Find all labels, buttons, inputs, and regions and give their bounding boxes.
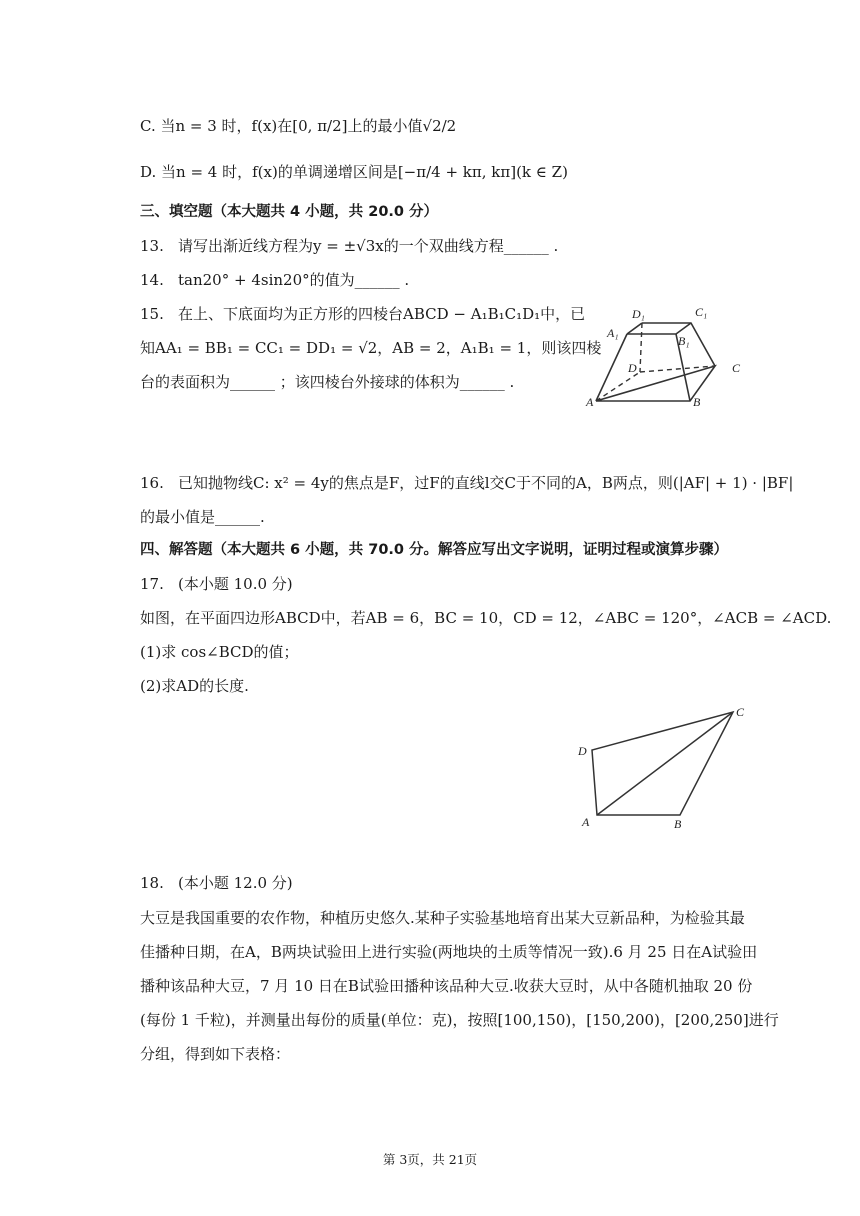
question-15-line-3: 台的表面积为______ ；该四棱台外接球的体积为______ . bbox=[140, 373, 515, 391]
label-C: C bbox=[732, 361, 741, 375]
question-number: 14. bbox=[140, 271, 164, 289]
label-A: A bbox=[582, 815, 590, 829]
question-18-line-3: 播种该品种大豆，7 月 10 日在B试验田播种该品种大豆.收获大豆时，从中各随机抽取 20 份 bbox=[140, 977, 753, 995]
label-D: D bbox=[628, 361, 637, 375]
label-C1: C₁ bbox=[695, 305, 708, 319]
question-number: 17. bbox=[140, 575, 164, 593]
option-c: C. 当n = 3 时，f(x)在[0, π/2]上的最小值√2/2 bbox=[140, 117, 457, 135]
question-14-text: tan20° + 4sin20°的值为______ . bbox=[178, 271, 410, 289]
question-18-header bbox=[140, 873, 293, 893]
question-13-text: 请写出渐近线方程为y = ±√3x的一个双曲线方程______ . bbox=[178, 237, 559, 255]
option-d: D. 当n = 4 时，f(x)的单调递增区间是[−π/4 + kπ, kπ](k ∈ Z) bbox=[140, 163, 568, 181]
question-16-line-2: 的最小值是______. bbox=[140, 508, 265, 526]
frustum-figure bbox=[580, 300, 755, 412]
question-16-line-1 bbox=[140, 473, 793, 493]
question-18-line-1: 大豆是我国重要的农作物，种植历史悠久.某种子实验基地培育出某大豆新品种，为检验其最 bbox=[140, 909, 745, 927]
page-footer: 第 3页，共 21页 bbox=[382, 1152, 478, 1167]
question-15-line-1 bbox=[140, 304, 585, 324]
question-14 bbox=[140, 270, 409, 290]
question-18-score: (本小题 12.0 分) bbox=[178, 874, 293, 892]
label-D1: D₁ bbox=[632, 307, 645, 321]
section-4-title: 四、解答题（本大题共 6 小题，共 70.0 分。解答应写出文字说明，证明过程或演算步骤） bbox=[140, 542, 729, 558]
question-number: 13. bbox=[140, 237, 164, 255]
label-B: B bbox=[674, 817, 682, 831]
question-15-text-1: 在上、下底面均为正方形的四棱台ABCD − A₁B₁C₁D₁中，已 bbox=[178, 305, 586, 323]
question-17-part-2: (2)求AD的长度. bbox=[140, 677, 249, 695]
question-17-part-1: (1)求 cos∠BCD的值； bbox=[140, 643, 299, 661]
question-17-score: (本小题 10.0 分) bbox=[178, 575, 293, 593]
label-C: C bbox=[736, 705, 745, 719]
label-B: B bbox=[693, 395, 701, 409]
question-17-line-1: 如图，在平面四边形ABCD中，若AB = 6，BC = 10，CD = 12，∠ABC = 120°，∠ACB = ∠ACD. bbox=[140, 609, 832, 627]
question-number: 15. bbox=[140, 305, 164, 323]
question-number: 16. bbox=[140, 474, 164, 492]
question-18-line-4: (每份 1 千粒)，并测量出每份的质量(单位：克)，按照[100,150)，[150,200)，[200,250]进行 bbox=[140, 1011, 779, 1029]
section-3-title: 三、填空题（本大题共 4 小题，共 20.0 分） bbox=[140, 204, 439, 220]
question-number: 18. bbox=[140, 874, 164, 892]
question-17-header bbox=[140, 574, 293, 594]
question-13 bbox=[140, 236, 558, 256]
label-D: D bbox=[578, 744, 587, 758]
question-18-line-5: 分组，得到如下表格： bbox=[140, 1045, 291, 1063]
quadrilateral-figure bbox=[570, 700, 760, 835]
question-15-line-2: 知AA₁ = BB₁ = CC₁ = DD₁ = √2，AB = 2，A₁B₁ = 1，则该四棱 bbox=[140, 339, 602, 357]
label-A: A bbox=[586, 395, 594, 409]
question-18-line-2: 佳播种日期，在A，B两块试验田上进行实验(两地块的土质等情况一致).6 月 25 日在A试验田 bbox=[140, 943, 758, 961]
question-16-text-1: 已知抛物线C: x² = 4y的焦点是F，过F的直线l交C于不同的A，B两点，则(|AF| + 1) · |BF| bbox=[178, 474, 794, 492]
label-B1: B₁ bbox=[678, 334, 690, 348]
label-A1: A₁ bbox=[607, 326, 619, 340]
